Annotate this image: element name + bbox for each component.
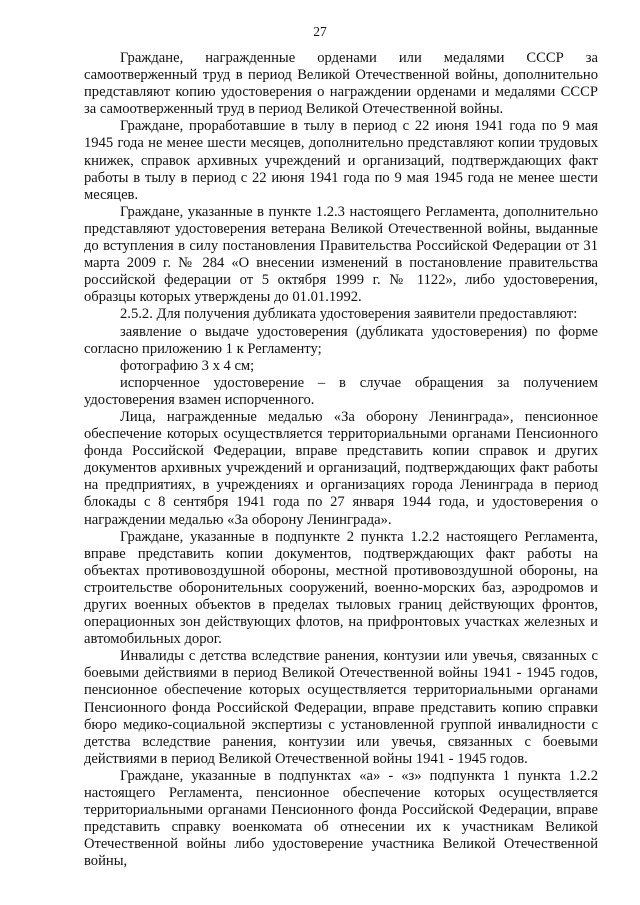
- paragraph-leningrad-medal: Лица, награжденные медалью «За оборону Ленинграда», пенсионное обеспечение которых осуществляется территориальными органами Пенсионного фонда Российской Федерации, вправе представить копии справок и других документов архивных учреждений и организаций, подтверждающих факт работы на предприятиях, в учреждениях и организациях города Ленинграда в период блокады с 8 сентября 1941 года по 27 января 1944 года, и удостоверения о награждении медалью «За оборону Ленинграда».: [84, 408, 598, 528]
- paragraph-duplicate-damaged: испорченное удостоверение – в случае обращения за получением удостоверения взамен испорченного.: [84, 374, 598, 408]
- paragraph-home-front-work: Граждане, проработавшие в тылу в период с 22 июня 1941 года по 9 мая 1945 года не менее шести месяцев, дополнительно представляют копии трудовых книжек, справок архивных учреждений и организаций, подтверждающих факт работы в тылу в период с 22 июня 1941 года по 9 мая 1945 года не менее шести месяцев.: [84, 118, 598, 203]
- paragraph-veteran-certificates: Граждане, указанные в пункте 1.2.3 настоящего Регламента, дополнительно представляют удостоверения ветерана Великой Отечественной войны, выданные до вступления в силу постановления Правительства Российской Федерации от 31 марта 2009 г. № 284 «О внесении изменений в постановление правительства российской федерации от 5 октября 1999 г. № 1122», либо удостоверения, образцы которых утверждены до 01.01.1992.: [84, 203, 598, 306]
- page-number: 27: [313, 24, 327, 39]
- paragraph-duplicate-heading: 2.5.2. Для получения дубликата удостоверения заявители предоставляют:: [120, 306, 578, 323]
- document-body: [84, 50, 598, 871]
- paragraph-war-participants: Граждане, указанные в подпунктах «а» - «з» подпункта 1 пункта 1.2.2 настоящего Регламента, пенсионное обеспечение которых осуществляется территориальными органами Пенсионного фонда Российской Федерации, вправе представить справку военкомата об отнесении их к участникам Великой Отечественной войны либо удостоверение участника Великой Отечественной войны,: [84, 767, 598, 870]
- paragraph-duplicate-photo: фотографию 3 х 4 см;: [120, 357, 255, 374]
- paragraph-duplicate-application: заявление о выдаче удостоверения (дубликата удостоверения) по форме согласно приложению 1 к Регламенту;: [84, 323, 598, 357]
- paragraph-air-defense-work: Граждане, указанные в подпункте 2 пункта 1.2.2 настоящего Регламента, вправе представить копии документов, подтверждающих факт работы на объектах противовоздушной обороны, местной противовоздушной обороны, на строительстве оборонительных сооружений, военно-морских баз, аэродромов и других военных объектов в пределах тыловых границ действующих фронтов, операционных зон действующих флотов, на прифронтовых участках железных и автомобильных дорог.: [84, 528, 598, 648]
- paragraph-labor-awards: Граждане, награжденные орденами или медалями СССР за самоотверженный труд в период Великой Отечественной войны, дополнительно представляют копию удостоверения о награждении орденами и медалями СССР за самоотверженный труд в период Великой Отечественной войны.: [84, 50, 598, 118]
- paragraph-childhood-disabled: Инвалиды с детства вследствие ранения, контузии или увечья, связанных с боевыми действиями в период Великой Отечественной войны 1941 - 1945 годов, пенсионное обеспечение которых осуществляется территориальными органами Пенсионного фонда Российской Федерации, вправе представить копию справки бюро медико-социальной экспертизы с установленной группой инвалидности с детства вследствие ранения, контузии или увечья, связанных с боевыми действиями в период Великой Отечественной войны 1941 - 1945 годов.: [84, 648, 598, 767]
